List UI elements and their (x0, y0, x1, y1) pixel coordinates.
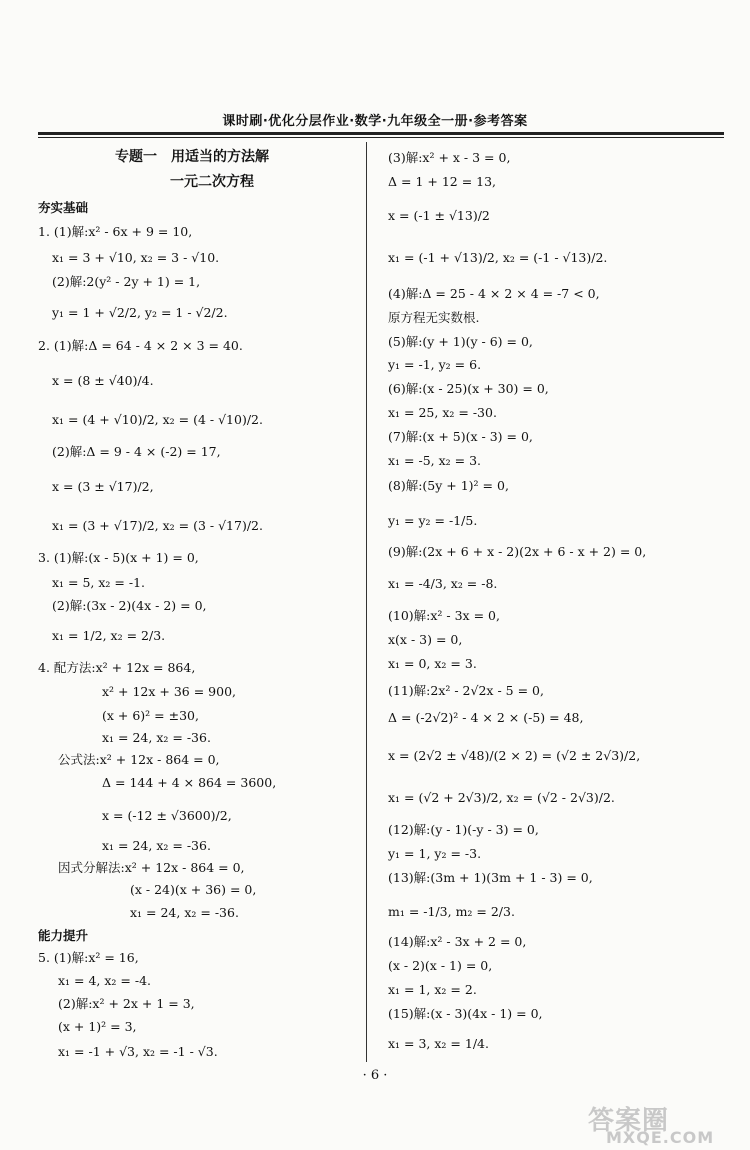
answer-line: 公式法:x² + 12x - 864 = 0, (58, 752, 220, 767)
answer-line: 1. (1)解:x² - 6x + 9 = 10, (38, 224, 193, 239)
answer-line: (9)解:(2x + 6 + x - 2)(2x + 6 - x + 2) = 0, (388, 544, 647, 559)
answer-line: x₁ = 3 + √10, x₂ = 3 - √10. (52, 250, 220, 265)
answer-line: (x + 6)² = ±30, (102, 708, 199, 723)
answer-line: x(x - 3) = 0, (388, 632, 463, 647)
answer-line: (12)解:(y - 1)(-y - 3) = 0, (388, 822, 539, 837)
answer-line: x = (-1 ± √13)/2 (388, 208, 490, 223)
answer-line: 2. (1)解:Δ = 64 - 4 × 2 × 3 = 40. (38, 338, 243, 353)
section-heading-advanced: 能力提升 (38, 928, 89, 943)
answer-line: (3)解:x² + x - 3 = 0, (388, 150, 511, 165)
answer-line: (5)解:(y + 1)(y - 6) = 0, (388, 334, 533, 349)
page-number: · 6 · (362, 1068, 388, 1083)
section-heading-basic: 夯实基础 (38, 200, 89, 215)
answer-line: x₁ = 3, x₂ = 1/4. (388, 1036, 489, 1051)
answer-line: (7)解:(x + 5)(x - 3) = 0, (388, 429, 533, 444)
answer-line: (2)解:x² + 2x + 1 = 3, (58, 996, 195, 1011)
answer-line: x₁ = (√2 + 2√3)/2, x₂ = (√2 - 2√3)/2. (388, 790, 615, 805)
answer-line: x₁ = 24, x₂ = -36. (102, 730, 211, 745)
answer-line: x = (-12 ± √3600)/2, (102, 808, 232, 823)
answer-line: x₁ = -4/3, x₂ = -8. (388, 576, 498, 591)
answer-line: x₁ = 5, x₂ = -1. (52, 575, 146, 590)
answer-line: Δ = 144 + 4 × 864 = 3600, (102, 775, 277, 790)
answer-line: (8)解:(5y + 1)² = 0, (388, 478, 509, 493)
answer-line: x₁ = 1/2, x₂ = 2/3. (52, 628, 166, 643)
answer-line: y₁ = 1, y₂ = -3. (388, 846, 482, 861)
answer-line: y₁ = y₂ = -1/5. (388, 513, 478, 528)
answer-line: (11)解:2x² - 2√2x - 5 = 0, (388, 683, 544, 698)
answer-line: Δ = (-2√2)² - 4 × 2 × (-5) = 48, (388, 710, 584, 725)
answer-line: (10)解:x² - 3x = 0, (388, 608, 500, 623)
answer-line: 5. (1)解:x² = 16, (38, 950, 139, 965)
answer-line: m₁ = -1/3, m₂ = 2/3. (388, 904, 515, 919)
answer-line: 4. 配方法:x² + 12x = 864, (38, 660, 196, 675)
answer-line: x₁ = -1 + √3, x₂ = -1 - √3. (58, 1044, 218, 1059)
answer-line: (14)解:x² - 3x + 2 = 0, (388, 934, 527, 949)
running-header: 课时刷·优化分层作业·数学·九年级全一册·参考答案 (222, 114, 528, 129)
watermark-logo: 答案圈 (588, 1106, 670, 1136)
section-title: 专题一 用适当的方法解 (115, 149, 269, 165)
answer-line: y₁ = -1, y₂ = 6. (388, 357, 482, 372)
answer-line: x₁ = 0, x₂ = 3. (388, 656, 477, 671)
answer-line: x = (3 ± √17)/2, (52, 479, 154, 494)
answer-line: x₁ = (3 + √17)/2, x₂ = (3 - √17)/2. (52, 518, 263, 533)
answer-line: x₁ = 1, x₂ = 2. (388, 982, 477, 997)
watermark-url: MXQE.COM (606, 1128, 715, 1147)
answer-line: x₁ = -5, x₂ = 3. (388, 453, 482, 468)
answer-line: x₁ = 24, x₂ = -36. (130, 905, 239, 920)
answer-line: 原方程无实数根. (388, 310, 480, 325)
answer-line: 因式分解法:x² + 12x - 864 = 0, (58, 860, 245, 875)
answer-line: x² + 12x + 36 = 900, (102, 684, 237, 699)
header-rule-thin (38, 137, 724, 138)
answer-line: (6)解:(x - 25)(x + 30) = 0, (388, 381, 549, 396)
answer-line: x₁ = 4, x₂ = -4. (58, 973, 152, 988)
section-subtitle: 一元二次方程 (170, 174, 254, 190)
answer-line: (4)解:Δ = 25 - 4 × 2 × 4 = -7 < 0, (388, 286, 600, 301)
answer-line: x₁ = (4 + √10)/2, x₂ = (4 - √10)/2. (52, 412, 263, 427)
answer-line: x = (2√2 ± √48)/(2 × 2) = (√2 ± 2√3)/2, (388, 748, 641, 763)
answer-line: (2)解:2(y² - 2y + 1) = 1, (52, 274, 201, 289)
answer-line: (2)解:Δ = 9 - 4 × (-2) = 17, (52, 444, 221, 459)
answer-line: Δ = 1 + 12 = 13, (388, 174, 497, 189)
answer-line: (15)解:(x - 3)(4x - 1) = 0, (388, 1006, 543, 1021)
column-divider (366, 142, 367, 1062)
answer-line: (x - 2)(x - 1) = 0, (388, 958, 493, 973)
header-rule-thick (38, 132, 724, 135)
answer-line: (2)解:(3x - 2)(4x - 2) = 0, (52, 598, 207, 613)
answer-line: x₁ = 24, x₂ = -36. (102, 838, 211, 853)
answer-line: 3. (1)解:(x - 5)(x + 1) = 0, (38, 550, 199, 565)
answer-line: (13)解:(3m + 1)(3m + 1 - 3) = 0, (388, 870, 593, 885)
answer-line: y₁ = 1 + √2/2, y₂ = 1 - √2/2. (52, 305, 228, 320)
answer-line: (x + 1)² = 3, (58, 1019, 137, 1034)
answer-line: (x - 24)(x + 36) = 0, (130, 882, 257, 897)
answer-line: x₁ = 25, x₂ = -30. (388, 405, 497, 420)
answer-line: x₁ = (-1 + √13)/2, x₂ = (-1 - √13)/2. (388, 250, 608, 265)
answer-line: x = (8 ± √40)/4. (52, 373, 154, 388)
